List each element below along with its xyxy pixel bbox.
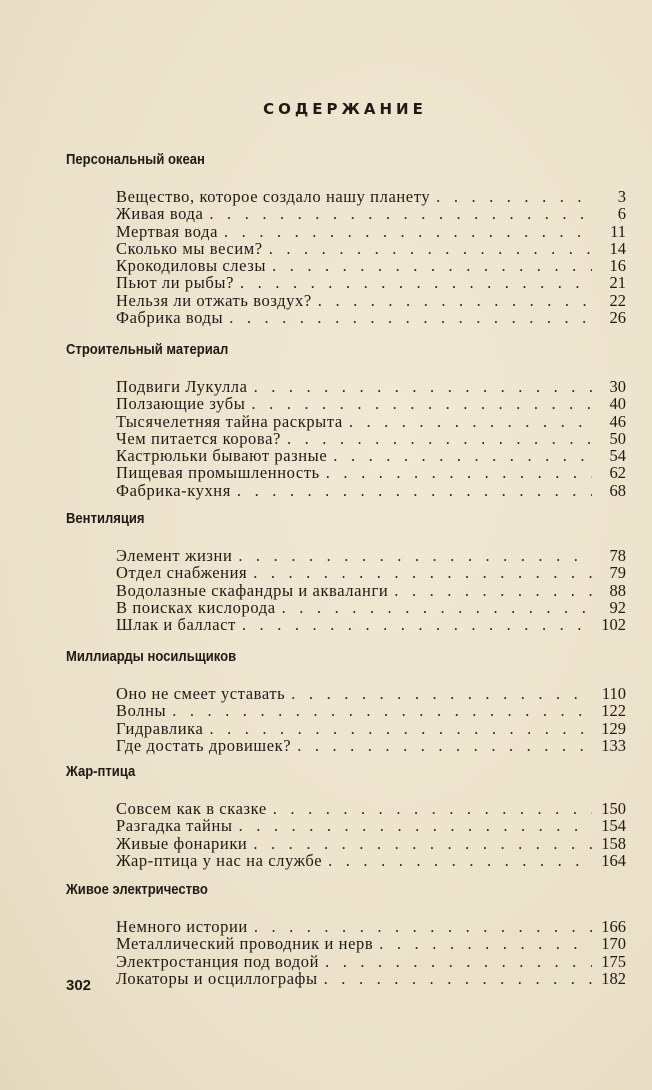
entry-title: Пьют ли рыбы? — [116, 273, 235, 293]
section-heading: Живое электричество — [66, 882, 208, 898]
entry-list — [116, 918, 626, 987]
entry-title: Пищевая промышленность — [116, 463, 320, 483]
dot-leader — [328, 852, 592, 869]
entry-title: Немного истории — [116, 917, 248, 936]
dot-leader — [324, 970, 592, 987]
dot-leader — [333, 447, 592, 464]
toc-entry — [116, 257, 626, 274]
dot-leader — [253, 564, 592, 581]
entry-page-number: 110 — [601, 684, 626, 703]
entry-page-number: 88 — [609, 580, 626, 600]
entry-page-number: 16 — [609, 256, 626, 276]
dot-leader — [237, 482, 592, 499]
entry-title: Отдел снабжения — [116, 563, 248, 583]
dot-leader — [209, 205, 592, 222]
dot-leader — [379, 935, 592, 952]
entry-title: Кастрюльки бывают разные — [116, 446, 328, 466]
entry-page-number: 11 — [610, 221, 626, 241]
entry-page-number: 46 — [609, 411, 626, 431]
dot-leader — [251, 395, 592, 412]
entry-list — [116, 547, 626, 633]
section-heading: Вентиляция — [66, 511, 145, 527]
entry-page-number: 30 — [609, 377, 626, 396]
entry-title: Фабрика воды — [116, 308, 224, 328]
entry-page-number: 129 — [601, 718, 626, 738]
page-title: СОДЕРЖАНИЕ — [263, 100, 427, 118]
entry-page-number: 170 — [601, 934, 626, 954]
entry-title: Электростанция под водой — [116, 951, 320, 971]
toc-entry — [116, 835, 626, 852]
entry-page-number: 3 — [617, 187, 626, 206]
entry-page-number: 21 — [609, 273, 626, 293]
toc-entry — [116, 547, 626, 564]
entry-list — [116, 378, 626, 499]
entry-title: Фабрика-кухня — [116, 480, 231, 500]
toc-section — [66, 649, 626, 754]
dot-leader — [240, 274, 592, 291]
toc-section — [66, 152, 626, 326]
toc-section — [66, 511, 626, 633]
entry-title: Металлический проводник и нерв — [116, 934, 374, 954]
entry-title: Мертвая вода — [116, 221, 219, 241]
entry-page-number: 158 — [601, 833, 626, 853]
entry-page-number: 102 — [601, 615, 626, 635]
dot-leader — [349, 413, 592, 430]
toc-entry — [116, 482, 626, 499]
toc-entry — [116, 205, 626, 222]
dot-leader — [239, 817, 592, 834]
entry-title: Сколько мы весим? — [116, 238, 263, 258]
toc-entry — [116, 378, 626, 395]
toc-entry — [116, 970, 626, 987]
toc-entry — [116, 447, 626, 464]
entry-page-number: 133 — [601, 735, 626, 755]
entry-page-number: 182 — [601, 968, 626, 988]
entry-title: Вещество, которое создало нашу планету — [116, 187, 431, 206]
entry-list — [116, 188, 626, 326]
entry-title: Живая вода — [116, 204, 204, 224]
entry-page-number: 62 — [609, 463, 626, 483]
toc-entry — [116, 852, 626, 869]
entry-page-number: 22 — [609, 290, 626, 310]
entry-page-number: 14 — [609, 238, 626, 258]
dot-leader — [318, 292, 592, 309]
entry-page-number: 6 — [617, 204, 626, 224]
dot-leader — [287, 430, 592, 447]
entry-title: Совсем как в сказке — [116, 799, 267, 818]
dot-leader — [394, 582, 592, 599]
entry-title: Оно не смеет уставать — [116, 684, 286, 703]
entry-title: Водолазные скафандры и акваланги — [116, 580, 389, 600]
entry-page-number: 164 — [601, 850, 626, 870]
dot-leader — [272, 257, 592, 274]
toc-entry — [116, 702, 626, 719]
dot-leader — [436, 188, 592, 205]
entry-page-number: 122 — [601, 701, 626, 721]
entry-page-number: 175 — [601, 951, 626, 971]
toc-entry — [116, 582, 626, 599]
toc-entry — [116, 616, 626, 633]
toc-entry — [116, 599, 626, 616]
entry-page-number: 79 — [609, 563, 626, 583]
entry-title: Где достать дровишек? — [116, 735, 292, 755]
toc-entry — [116, 720, 626, 737]
entry-page-number: 154 — [601, 816, 626, 836]
toc-entry — [116, 953, 626, 970]
toc-entry — [116, 274, 626, 291]
entry-title: Жар-птица у нас на службе — [116, 850, 323, 870]
entry-title: Шлак и балласт — [116, 615, 236, 635]
entry-page-number: 68 — [609, 480, 626, 500]
entry-title: Волны — [116, 701, 167, 721]
toc-entry — [116, 935, 626, 952]
section-heading: Персональный океан — [66, 152, 205, 168]
toc-entry — [116, 564, 626, 581]
entry-page-number: 92 — [609, 597, 626, 617]
dot-leader — [238, 547, 592, 564]
toc-entry — [116, 430, 626, 447]
dot-leader — [273, 800, 592, 817]
entry-page-number: 78 — [609, 546, 626, 565]
entry-page-number: 26 — [609, 308, 626, 328]
toc-entry — [116, 240, 626, 257]
dot-leader — [254, 378, 592, 395]
dot-leader — [224, 223, 592, 240]
toc-entry — [116, 817, 626, 834]
toc-entry — [116, 223, 626, 240]
entry-title: Ползающие зубы — [116, 394, 246, 414]
dot-leader — [253, 835, 592, 852]
dot-leader — [242, 616, 592, 633]
dot-leader — [269, 240, 592, 257]
entry-list — [116, 800, 626, 869]
toc-section — [66, 342, 626, 499]
entry-title: Подвиги Лукулла — [116, 377, 248, 396]
entry-title: Гидравлика — [116, 718, 204, 738]
toc-entry — [116, 309, 626, 326]
toc-entry — [116, 395, 626, 412]
entry-page-number: 150 — [601, 799, 626, 818]
entry-page-number: 40 — [609, 394, 626, 414]
dot-leader — [291, 685, 592, 702]
toc-entry — [116, 292, 626, 309]
toc-entry — [116, 188, 626, 205]
entry-title: Разгадка тайны — [116, 816, 233, 836]
entry-list — [116, 685, 626, 754]
entry-page-number: 50 — [609, 428, 626, 448]
section-heading: Строительный материал — [66, 342, 229, 358]
toc-section — [66, 882, 626, 987]
entry-title: Локаторы и осциллографы — [116, 968, 318, 988]
toc-entry — [116, 800, 626, 817]
section-heading: Миллиарды носильщиков — [66, 649, 237, 665]
toc-entry — [116, 413, 626, 430]
dot-leader — [297, 737, 592, 754]
entry-page-number: 166 — [601, 917, 626, 936]
entry-page-number: 54 — [609, 446, 626, 466]
dot-leader — [325, 953, 592, 970]
entry-title: Элемент жизни — [116, 546, 233, 565]
entry-title: В поисках кислорода — [116, 597, 276, 617]
toc-entry — [116, 737, 626, 754]
page-number: 302 — [66, 977, 92, 994]
toc-section — [66, 764, 626, 869]
dot-leader — [229, 309, 592, 326]
toc-entry — [116, 685, 626, 702]
dot-leader — [326, 464, 592, 481]
entry-title: Тысячелетняя тайна раскрыта — [116, 411, 343, 431]
entry-title: Чем питается корова? — [116, 428, 281, 448]
section-heading: Жар-птица — [66, 764, 136, 780]
toc-entry — [116, 464, 626, 481]
toc-entry — [116, 918, 626, 935]
entry-title: Крокодиловы слезы — [116, 256, 267, 276]
dot-leader — [254, 918, 592, 935]
dot-leader — [282, 599, 592, 616]
dot-leader — [172, 702, 592, 719]
entry-title: Живые фонарики — [116, 833, 248, 853]
dot-leader — [209, 720, 592, 737]
entry-title: Нельзя ли отжать воздух? — [116, 290, 312, 310]
